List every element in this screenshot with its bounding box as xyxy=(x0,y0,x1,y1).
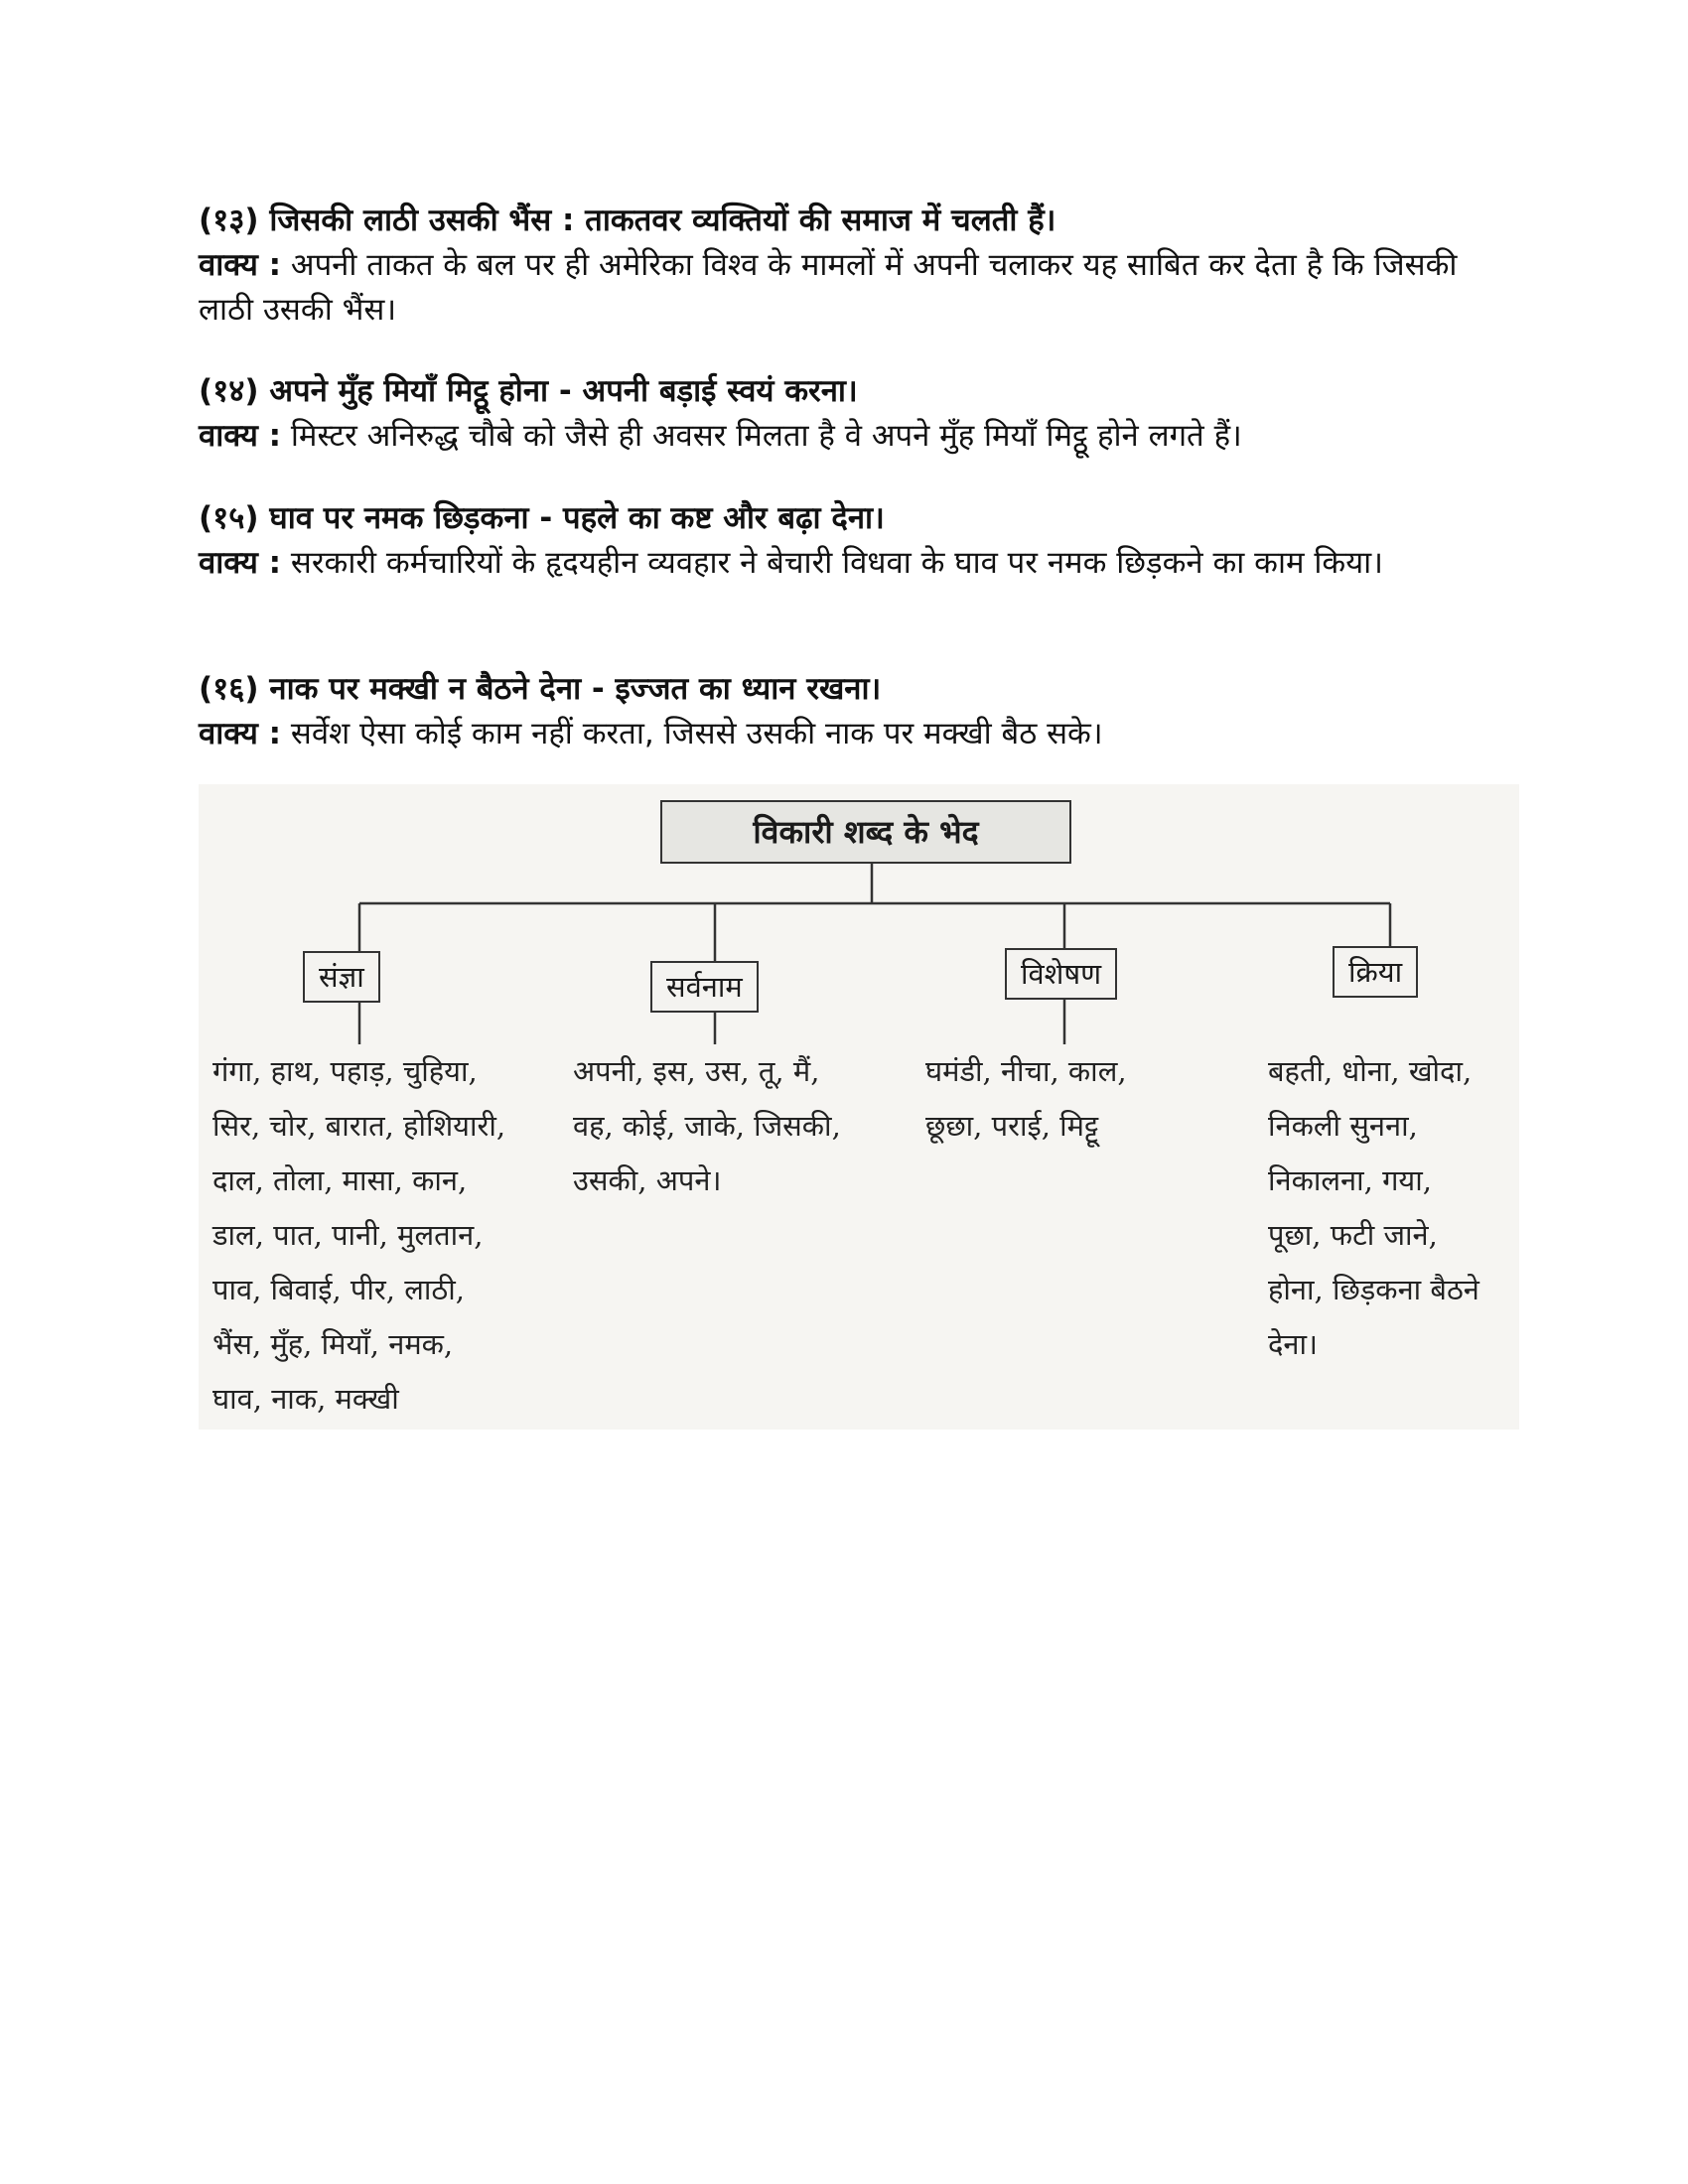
word-list-kriya xyxy=(1268,1044,1506,1372)
word-line: होना, छिड़कना बैठने xyxy=(1268,1273,1479,1306)
diagram-root-box: विकारी शब्द के भेद xyxy=(660,800,1071,864)
word-line: वह, कोई, जाके, जिसकी, xyxy=(573,1109,841,1143)
word-line: घाव, नाक, मक्खी xyxy=(212,1382,399,1416)
word-line: पाव, बिवाई, पीर, लाठी, xyxy=(212,1273,465,1306)
sentence-label: वाक्य : xyxy=(199,418,282,454)
sentence-text: मिस्टर अनिरुद्ध चौबे को जैसे ही अवसर मिलता है वे अपने मुँह मियाँ मिट्ठू होने लगते हैं। xyxy=(290,418,1242,454)
word-line: देना। xyxy=(1268,1327,1318,1361)
word-line: उसकी, अपने। xyxy=(573,1163,722,1197)
example-sentence xyxy=(199,541,1489,586)
example-sentence xyxy=(199,414,1489,459)
sentence-text: सरकारी कर्मचारियों के हृदयहीन व्यवहार ने बेचारी विधवा के घाव पर नमक छिड़कने का काम किया। xyxy=(290,545,1383,581)
word-line: निकालना, गया, xyxy=(1268,1163,1432,1197)
idiom-heading: (१५) घाव पर नमक छिड़कना - पहले का कष्ट और बढ़ा देना। xyxy=(199,500,885,536)
word-line: दाल, तोला, मासा, कान, xyxy=(212,1163,468,1197)
word-list-sarvanam xyxy=(573,1044,871,1208)
word-line: निकली सुनना, xyxy=(1268,1109,1418,1143)
word-line: डाल, पात, पानी, मुलतान, xyxy=(212,1218,484,1252)
word-line: घमंडी, नीचा, काल, xyxy=(925,1054,1127,1088)
word-line: गंगा, हाथ, पहाड़, चुहिया, xyxy=(212,1054,478,1088)
word-list-sangya xyxy=(212,1044,510,1427)
word-types-diagram xyxy=(199,784,1519,1430)
word-line: पूछा, फटी जाने, xyxy=(1268,1218,1438,1252)
word-line: छूछा, पराई, मिट्टू xyxy=(925,1109,1099,1143)
idiom-heading: (१४) अपने मुँह मियाँ मिट्ठू होना - अपनी बड़ाई स्वयं करना। xyxy=(199,373,858,409)
idiom-14 xyxy=(199,369,1489,459)
sentence-label: वाक्य : xyxy=(199,545,282,581)
category-box-kriya: क्रिया xyxy=(1333,946,1418,998)
category-box-sarvanam: सर्वनाम xyxy=(650,961,759,1013)
idiom-15 xyxy=(199,496,1489,586)
example-sentence xyxy=(199,243,1489,333)
idiom-heading: (१६) नाक पर मक्खी न बैठने देना - इज्जत का ध्यान रखना। xyxy=(199,671,882,707)
idiom-heading: (१३) जिसकी लाठी उसकी भैंस : ताकतवर व्यक्तियों की समाज में चलती हैं। xyxy=(199,203,1056,238)
category-box-visheshan: विशेषण xyxy=(1005,948,1117,1000)
sentence-text: सर्वेश ऐसा कोई काम नहीं करता, जिससे उसकी नाक पर मक्खी बैठ सके। xyxy=(290,716,1103,751)
word-list-visheshan xyxy=(925,1044,1223,1154)
category-box-sangya: संज्ञा xyxy=(303,951,380,1003)
example-sentence xyxy=(199,712,1489,756)
word-line: भैंस, मुँह, मियाँ, नमक, xyxy=(212,1327,454,1361)
word-line: अपनी, इस, उस, तू, मैं, xyxy=(573,1054,820,1088)
word-line: सिर, चोर, बारात, होशियारी, xyxy=(212,1109,506,1143)
idiom-16 xyxy=(199,667,1489,756)
sentence-label: वाक्य : xyxy=(199,247,282,283)
sentence-label: वाक्य : xyxy=(199,716,282,751)
sentence-text: अपनी ताकत के बल पर ही अमेरिका विश्व के मामलों में अपनी चलाकर यह साबित कर देता है कि जिसकी लाठी उसकी भैंस। xyxy=(199,247,1458,328)
idiom-13 xyxy=(199,199,1489,333)
word-line: बहती, धोना, खोदा, xyxy=(1268,1054,1473,1088)
